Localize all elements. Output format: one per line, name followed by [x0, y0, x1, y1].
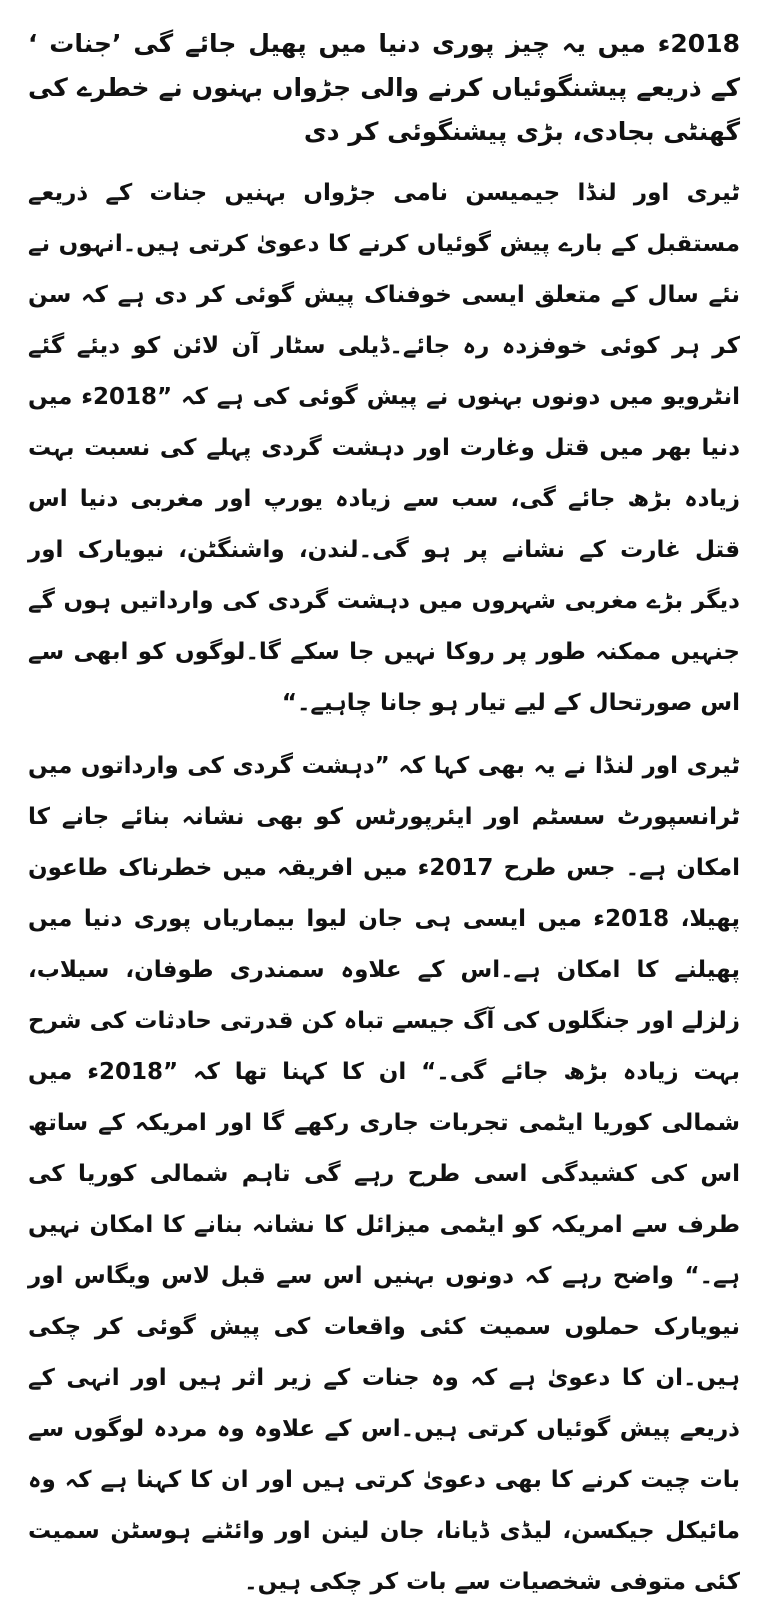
- article-paragraph: ٹیری اور لنڈا جیمیسن نامی جڑواں بہنیں جنات کے ذریعے مستقبل کے بارے پیش گوئیاں کرنے کا دعویٰ کرتی ہیں۔انہوں نے نئے سال کے متعلق ایسی خوفناک پیش گوئی کر دی ہے کہ سن کر ہر کوئی خوفزدہ رہ جائے۔ڈیلی سٹار آن لائن کو دیئے گئے انٹرویو میں دونوں بہنوں نے پیش گوئی کی ہے کہ ”2018ء میں دنیا بھر میں قتل وغارت اور دہشت گردی پہلے کی نسبت بہت زیادہ بڑھ جائے گی، سب سے زیادہ یورپ اور مغربی دنیا اس قتل غارت کے نشانے پر ہو گی۔لندن، واشنگٹن، نیویارک اور دیگر بڑے مغربی شہروں میں دہشت گردی کی وارداتیں ہوں گے جنہیں ممکنہ طور پر روکا نہیں جا سکے گا۔لوگوں کو ابھی سے اس صورتحال کے لیے تیار ہو جانا چاہیے۔“: [28, 180, 741, 716]
- article-headline: 2018ء میں یہ چیز پوری دنیا میں پھیل جائے گی ’جنات ‘ کے ذریعے پیشنگوئیاں کرنے والی جڑواں بہنوں نے خطرے کی گھنٹی بجادی، بڑی پیشنگوئی کر دی: [28, 29, 740, 146]
- article-paragraph: ٹیری اور لنڈا نے یہ بھی کہا کہ ”دہشت گردی کی وارداتوں میں ٹرانسپورٹ سسٹم اور ایئرپورٹس کو بھی نشانہ بنائے جانے کا امکان ہے۔ جس طرح 2017ء میں افریقہ میں خطرناک طاعون پھیلا، 2018ء میں ایسی ہی جان لیوا بیماریاں پوری دنیا میں پھیلنے کا امکان ہے۔اس کے علاوہ سمندری طوفان، سیلاب، زلزلے اور جنگلوں کی آگ جیسے تباہ کن قدرتی حادثات کی شرح بہت زیادہ بڑھ جائے گی۔“ ان کا کہنا تھا کہ ”2018ء میں شمالی کوریا ایٹمی تجربات جاری رکھے گا اور امریکہ کے ساتھ اس کی کشیدگی اسی طرح رہے گی تاہم شمالی کوریا کی طرف سے امریکہ کو ایٹمی میزائل کا نشانہ بنانے کا امکان نہیں ہے۔“ واضح رہے کہ دونوں بہنیں اس سے قبل لاس ویگاس اور نیویارک حملوں سمیت کئی واقعات کی پیش گوئی کر چکی ہیں۔ان کا دعویٰ ہے کہ وہ جنات کے زیر اثر ہیں اور انہی کے ذریعے پیش گوئیاں کرتی ہیں۔اس کے علاوہ وہ مردہ لوگوں سے بات چیت کرنے کا بھی دعویٰ کرتی ہیں اور ان کا کہنا ہے کہ وہ مائیکل جیکسن، لیڈی ڈیانا، جان لینن اور وائٹنے ہوسٹن سمیت کئی متوفی شخصیات سے بات کر چکی ہیں۔: [28, 753, 741, 1595]
